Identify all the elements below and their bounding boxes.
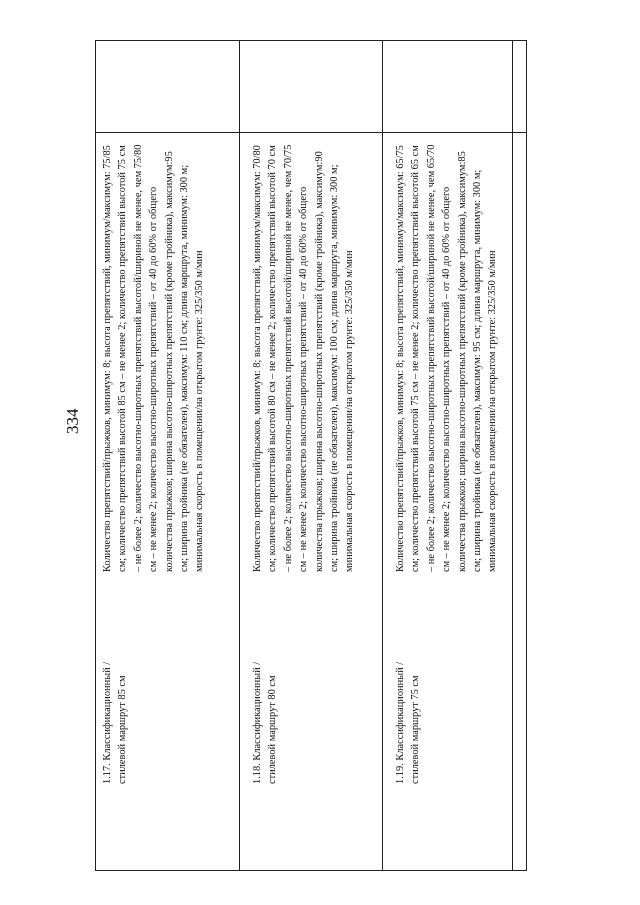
row-number: 1.18. bbox=[252, 763, 263, 784]
table-row-heading bbox=[250, 624, 281, 784]
column-divider bbox=[512, 41, 513, 870]
column-divider bbox=[239, 41, 240, 870]
table-row-heading bbox=[100, 624, 131, 784]
row-description: Количество препятствий/прыжков, минимум: 8; высота препятствий, минимум/максимум: 75/85 см; количество препятствий высотой 85 см – не менее 2; количество препятствий высотой 75 см – не более 2; количество высотно-широтных препятствий высотой/шириной не менее, чем 75/80 см – не менее 2; количество высотно-широтных препятствий – от 40 до 60% от общего количества прыжков; ширина высотно-широтных препятствий (кроме тройника), максимум:95 см; ширина тройника (не обязателен), максимум: 110 см; длина маршрута, минимум: 300 м; минимальная скорость в помещении/на открытом грунте: 325/350 м/мин bbox=[102, 144, 206, 572]
row-title: Классификационный / стилевой маршрут 75 см bbox=[395, 661, 422, 784]
page-number: 334 bbox=[63, 408, 82, 434]
row-description: Количество препятствий/прыжков, минимум: 8; высота препятствий, минимум/максимум: 65/75 см; количество препятствий высотой 75 см – не менее 2; количество препятствий высотой 65 см – не более 2; количество высотно-широтных препятствий высотой/шириной не менее, чем 65/70 см – не менее 2; количество высотно-широтных препятствий – от 40 до 60% от общего количества прыжков; ширина высотно-широтных препятствий (кроме тройника), максимум:85 см; ширина тройника (не обязателен), максимум: 95 см; длина маршрута, минимум: 300 м; минимальная скорость в помещении/на открытом грунте: 325/350 м/мин bbox=[395, 144, 499, 572]
table-row-heading bbox=[393, 624, 424, 784]
row-title: Классификационный / стилевой маршрут 85 см bbox=[102, 661, 129, 784]
row-title: Классификационный / стилевой маршрут 80 см bbox=[252, 661, 279, 784]
row-number: 1.17. bbox=[102, 763, 113, 784]
table-row-divider bbox=[96, 132, 526, 133]
row-description: Количество препятствий/прыжков, минимум: 8; высота препятствий, минимум/максимум: 70/80 см; количество препятствий высотой 80 см – не менее 2; количество препятствий высотой 70 см – не более 2; количество высотно-широтных препятствий высотой/шириной не менее, чем 70/75 см – не менее 2; количество высотно-широтных препятствий – от 40 до 60% от общего количества прыжков; ширина высотно-широтных препятствий (кроме тройника), максимум:90 см; ширина тройника (не обязателен), максимум: 100 см; длина маршрута, минимум: 300 м; минимальная скорость в помещении/на открытом грунте: 325/350 м/мин bbox=[252, 144, 356, 572]
column-divider bbox=[382, 41, 383, 870]
row-number: 1.19. bbox=[395, 763, 406, 784]
